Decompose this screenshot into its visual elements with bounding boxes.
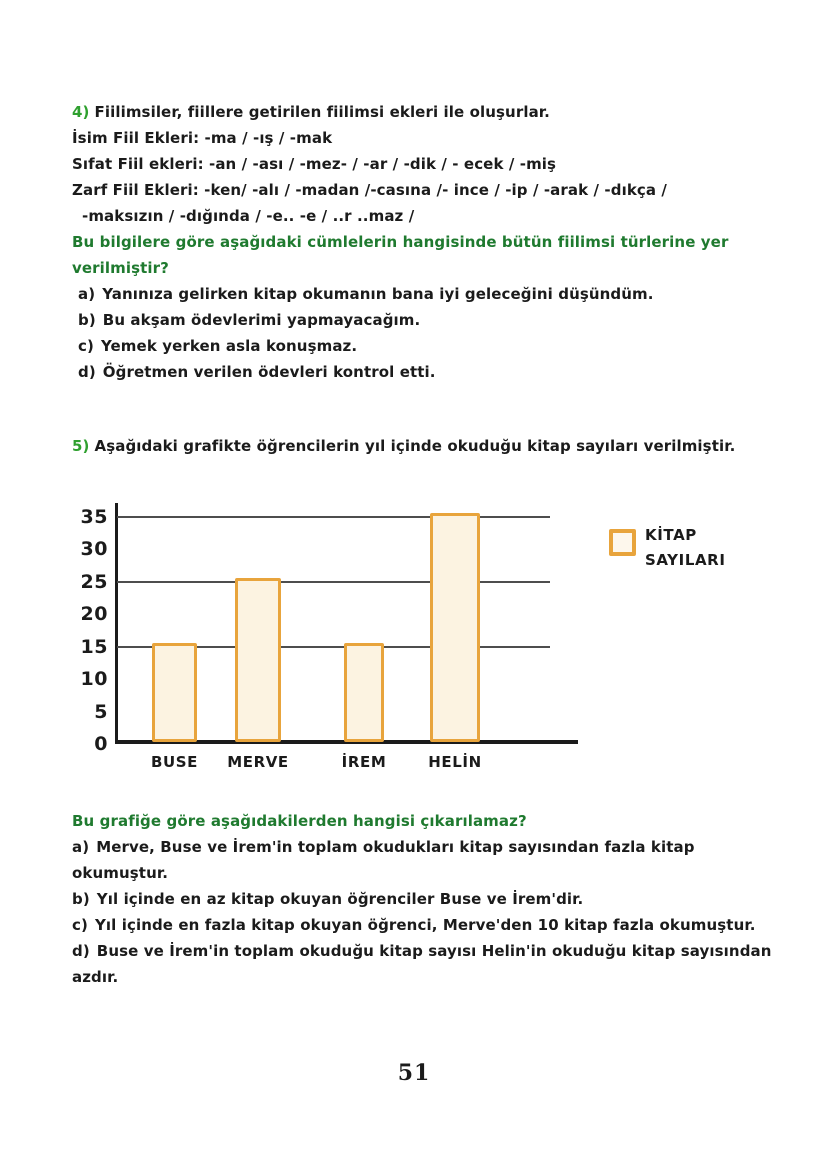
option-text: Yıl içinde en az kitap okuyan öğrenciler Buse ve İrem'dir.: [96, 890, 584, 908]
question-4-intro-line: [72, 99, 769, 125]
gridline: [117, 581, 550, 583]
y-tick-label: 35: [80, 506, 108, 528]
y-tick-label: 15: [80, 635, 108, 658]
question-4-prompt: Bu bilgilere göre aşağıdaki cümlelerin hangisinde bütün fiilimsi türlerine yer verilmiştir?: [72, 233, 729, 277]
x-category-label: MERVE: [227, 753, 289, 771]
option-label: d): [78, 363, 96, 381]
option-text: Öğretmen verilen ödevleri kontrol etti.: [102, 363, 436, 381]
option-label: b): [78, 311, 96, 329]
legend-line-2: SAYILARI: [645, 551, 726, 569]
option-text: Buse ve İrem'in toplam okuduğu kitap sayısı Helin'in okuduğu kitap sayısından azdır.: [72, 942, 772, 986]
question-5-option-c: [72, 912, 786, 938]
legend-label: [645, 523, 726, 573]
question-4-option-c: [72, 333, 769, 359]
question-4-rule-line: Sıfat Fiil ekleri: -an / -ası / -mez- / -ar / -dik / - ecek / -miş: [72, 155, 557, 173]
option-label: a): [72, 838, 90, 856]
option-label: b): [72, 890, 90, 908]
legend-line-1: KİTAP: [645, 526, 697, 544]
y-tick-label: 25: [80, 570, 108, 593]
question-4-rule-line: İsim Fiil Ekleri: -ma / -ış / -mak: [72, 129, 333, 147]
question-4-option-a: [72, 281, 769, 307]
option-text: Yanınıza gelirken kitap okumanın bana iyi geleceğini düşündüm.: [102, 285, 654, 303]
question-4-number: 4): [72, 103, 90, 121]
x-category-label: İREM: [341, 753, 387, 771]
question-4-option-d: [72, 359, 769, 385]
x-category-label: HELİN: [428, 753, 482, 771]
legend-swatch: [609, 529, 636, 556]
bar-i̇rem: [344, 643, 384, 742]
gridline: [117, 516, 550, 518]
x-category-label: BUSE: [150, 753, 199, 771]
option-label: c): [72, 916, 88, 934]
question-4-rule-line: Zarf Fiil Ekleri: -ken/ -alı / -madan /-casına /- ince / -ip / -arak / -dıkça /: [72, 181, 668, 199]
question-4-section: [72, 99, 769, 385]
bar-chart: [60, 497, 800, 797]
option-text: Yıl içinde en fazla kitap okuyan öğrenci, Merve'den 10 kitap fazla okumuştur.: [94, 916, 756, 934]
question-4-option-b: [72, 307, 769, 333]
question-5-option-a: [72, 834, 786, 886]
question-4-intro: Fiilimsiler, fiillere getirilen fiilimsi ekleri ile oluşurlar.: [94, 103, 550, 121]
option-text: Bu akşam ödevlerimi yapmayacağım.: [102, 311, 421, 329]
option-label: d): [72, 942, 90, 960]
option-label: c): [78, 337, 94, 355]
y-tick-label: 0: [94, 733, 108, 755]
question-5-intro: Aşağıdaki grafikte öğrencilerin yıl içinde okuduğu kitap sayıları verilmiştir.: [94, 437, 736, 455]
question-5-number: 5): [72, 437, 90, 455]
question-5-section: [72, 808, 786, 990]
question-5-intro-line: [72, 433, 792, 459]
y-axis-line: [115, 503, 118, 744]
bar-merve: [235, 578, 281, 742]
question-4-rule-line: -maksızın / -dığında / -e.. -e / ..r ..maz /: [82, 207, 415, 225]
y-tick-label: 30: [80, 538, 108, 561]
option-text: Merve, Buse ve İrem'in toplam okudukları kitap sayısından fazla kitap okumuştur.: [72, 838, 695, 882]
option-text: Yemek yerken asla konuşmaz.: [100, 337, 358, 355]
bar-buse: [152, 643, 197, 742]
option-label: a): [78, 285, 96, 303]
page-number: 51: [397, 1060, 431, 1086]
y-tick-label: 20: [80, 603, 108, 626]
question-5-prompt: Bu grafiğe göre aşağıdakilerden hangisi çıkarılamaz?: [72, 812, 527, 830]
question-5-option-b: [72, 886, 786, 912]
y-tick-label: 5: [94, 700, 108, 723]
bar-heli̇n: [430, 513, 480, 742]
y-tick-label: 10: [80, 668, 108, 691]
question-5-option-d: [72, 938, 786, 990]
